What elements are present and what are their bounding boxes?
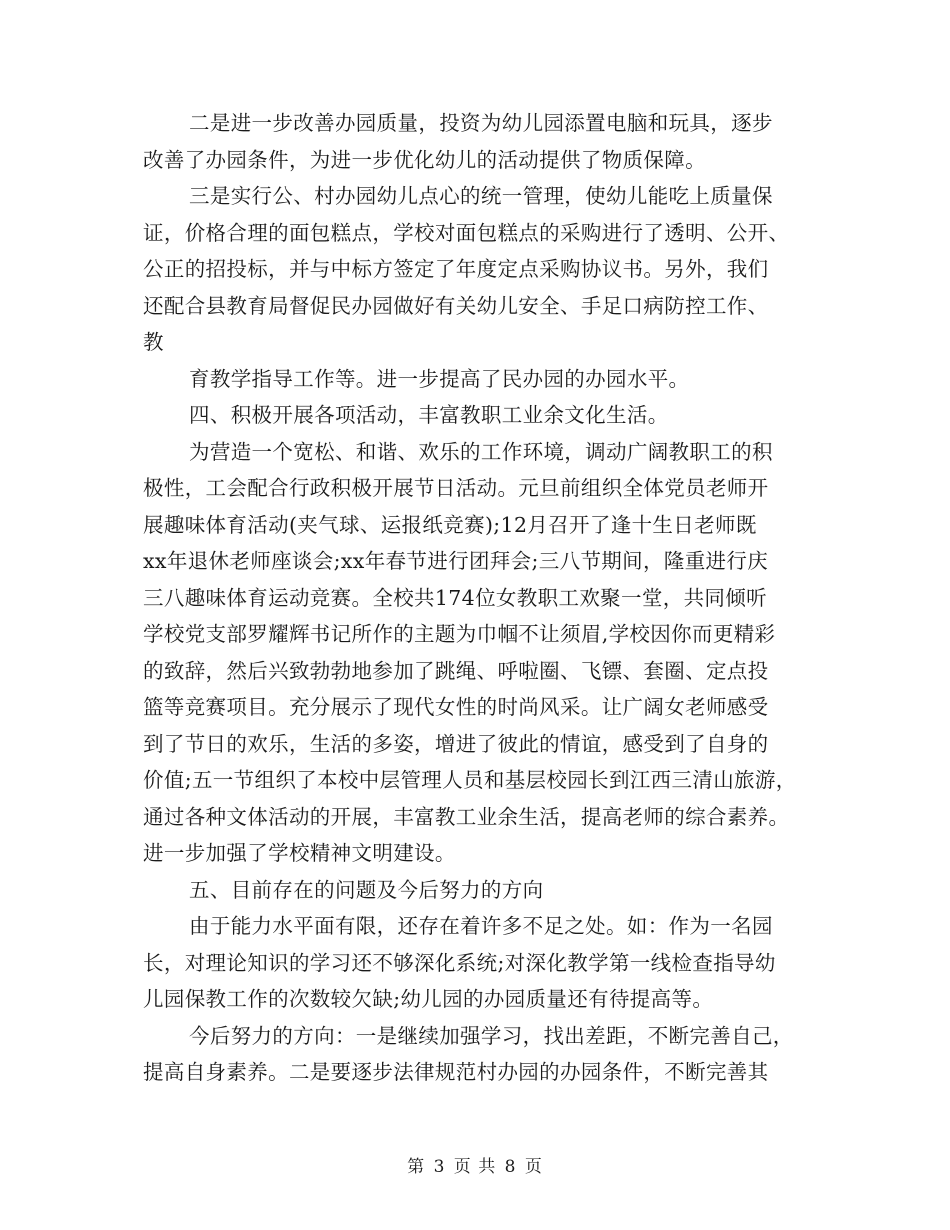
text-line: 进一步加强了学校精神文明建设。 — [143, 841, 456, 865]
text-line: 五、目前存在的问题及今后努力的方向 — [189, 877, 544, 902]
text-line: 改善了办园条件，为进一步优化幼儿的活动提供了物质保障。 — [143, 147, 706, 172]
text-line: 二是进一步改善办园质量，投资为幼儿园添置电脑和玩具，逐步 — [189, 111, 773, 135]
text-line: 展趣味体育活动(夹气球、运报纸竞赛);12月召开了逢十生日老师既 — [143, 512, 757, 537]
footer-page-total: 8 — [504, 1157, 517, 1177]
document-body — [143, 105, 823, 1091]
text-line: 儿园保教工作的次数较欠缺;幼儿园的办园质量还有待提高等。 — [143, 987, 714, 1011]
text-line: 三八趣味体育运动竞赛。全校共174位女教职工欢聚一堂，共同倾听 — [143, 585, 767, 610]
text-line: 公正的招投标，并与中标方签定了年度定点采购协议书。另外，我们 — [143, 257, 769, 281]
footer-page-current: 3 — [433, 1157, 446, 1177]
footer-prefix: 第 — [407, 1157, 426, 1177]
text-line: 育教学指导工作等。进一步提高了民办园的办园水平。 — [189, 366, 690, 391]
page-footer — [0, 1152, 950, 1177]
text-line: 极性，工会配合行政积极开展节日活动。元旦前组织全体党员老师开 — [143, 476, 769, 500]
text-line: 价值;五一节组织了本校中层管理人员和基层校园长到江西三清山旅游， — [143, 768, 797, 792]
text-line: 学校党支部罗耀辉书记所作的主题为巾帼不让须眉,学校因你而更精彩 — [143, 622, 776, 646]
text-line: 今后努力的方向：一是继续加强学习，找出差距，不断完善自己， — [189, 1023, 794, 1048]
text-line: 通过各种文体活动的开展，丰富教工业余生活，提高老师的综合素养。 — [143, 804, 790, 829]
text-line: 为营造一个宽松、和谐、欢乐的工作环境，调动广阔教职工的积 — [189, 439, 773, 464]
text-line: 还配合县教育局督促民办园做好有关幼儿安全、手足口病防控工作、 — [143, 293, 769, 318]
text-line: 证，价格合理的面包糕点，学校对面包糕点的采购进行了透明、公开、 — [143, 220, 790, 245]
text-line: 教 — [143, 330, 164, 354]
text-line: 篮等竞赛项目。充分展示了现代女性的时尚风采。让广阔女老师感受 — [143, 695, 769, 719]
footer-middle: 页 共 — [453, 1157, 497, 1177]
text-line: xx年退休老师座谈会;xx年春节进行团拜会;三八节期间，隆重进行庆 — [143, 549, 769, 573]
text-line: 到了节日的欢乐，生活的多姿，增进了彼此的情谊，感受到了自身的 — [143, 731, 769, 756]
text-line: 的致辞，然后兴致勃勃地参加了跳绳、呼啦圈、飞镖、套圈、定点投 — [143, 658, 769, 683]
footer-suffix: 页 — [524, 1157, 543, 1177]
text-line: 提高自身素养。二是要逐步法律规范村办园的办园条件，不断完善其 — [143, 1060, 769, 1084]
text-line: 长，对理论知识的学习还不够深化系统;对深化教学第一线检查指导幼 — [143, 950, 776, 975]
text-line: 四、积极开展各项活动，丰富教职工业余文化生活。 — [189, 403, 669, 427]
text-line: 由于能力水平面有限，还存在着许多不足之处。如：作为一名园 — [189, 914, 773, 938]
text-line: 三是实行公、村办园幼儿点心的统一管理，使幼儿能吃上质量保 — [189, 184, 773, 208]
